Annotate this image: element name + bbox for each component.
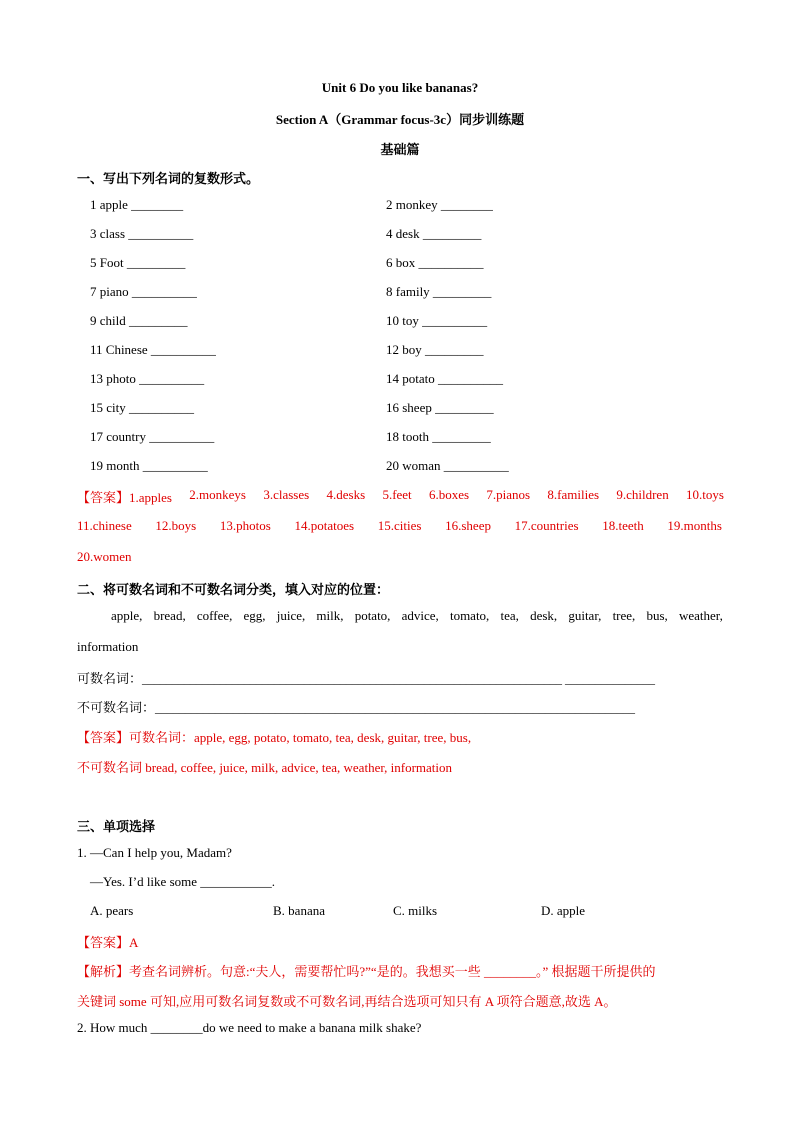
word-bank-word: juice, <box>276 608 306 623</box>
plural-answer: 17.countries <box>514 518 579 533</box>
q1-option-d[interactable]: D. apple <box>541 903 586 918</box>
word-bank-word: milk, <box>316 608 344 623</box>
word-bank-word: apple, <box>111 608 143 623</box>
plural-exercise-item[interactable]: 1 apple ________ <box>90 197 184 212</box>
plural-exercise-item[interactable]: 20 woman __________ <box>386 458 509 473</box>
plural-answer: 15.cities <box>377 518 422 533</box>
word-bank-word: egg, <box>243 608 266 623</box>
plural-answer: 16.sheep <box>445 518 491 533</box>
plural-answer: 1.apples <box>129 490 172 505</box>
plural-exercise-item[interactable]: 12 boy _________ <box>386 342 484 357</box>
plural-answer: 2.monkeys <box>189 487 246 502</box>
part1-answer-line2 <box>77 518 722 534</box>
part1-answer-line3: 20.women <box>77 549 132 564</box>
plural-exercise-item[interactable]: 7 piano __________ <box>90 284 197 299</box>
plural-answer: 8.families <box>547 487 600 502</box>
plural-exercise-item[interactable]: 14 potato __________ <box>386 371 503 386</box>
plural-answer: 10.toys <box>686 487 724 502</box>
plural-answer: 14.potatoes <box>294 518 355 533</box>
word-bank-word: desk, <box>530 608 558 623</box>
part1-answer-line1 <box>77 487 724 506</box>
plural-answer: 4.desks <box>326 487 366 502</box>
document-level: 基础篇 <box>380 142 420 157</box>
q1-answer: 【答案】A <box>77 935 139 950</box>
word-bank-word: tea, <box>500 608 519 623</box>
plural-answer: 11.chinese <box>77 518 132 533</box>
uncountable-row <box>77 697 635 716</box>
plural-exercise-item[interactable]: 4 desk _________ <box>386 226 482 241</box>
plural-exercise-item[interactable]: 8 family _________ <box>386 284 492 299</box>
plural-answer: 5.feet <box>382 487 412 502</box>
q1-option-c[interactable]: C. milks <box>393 903 438 918</box>
word-bank-word: potato, <box>354 608 391 623</box>
q2-stem: 2. How much ________do we need to make a banana milk shake? <box>77 1020 422 1035</box>
part2-answer-line2: 不可数名词 bread, coffee, juice, milk, advice, tea, weather, information <box>77 760 453 775</box>
document-title: Unit 6 Do you like bananas? <box>321 80 479 95</box>
word-bank-word: guitar, <box>568 608 602 623</box>
plural-exercise-item[interactable]: 18 tooth _________ <box>386 429 491 444</box>
word-bank-word: advice, <box>401 608 439 623</box>
plural-answer: 3.classes <box>263 487 310 502</box>
word-bank-line2: information <box>77 639 139 654</box>
document-subtitle: Section A（Grammar focus-3c）同步训练题 <box>275 112 525 127</box>
q1-analysis-line2: 关键词 some 可知,应用可数名词复数或不可数名词,再结合选项可知只有 A 项符合题意,故选 A。 <box>77 994 617 1009</box>
plural-answer: 7.pianos <box>486 487 531 502</box>
part2-heading: 二、将可数名词和不可数名词分类，填入对应的位置： <box>77 582 390 597</box>
plural-exercise-item[interactable]: 3 class __________ <box>90 226 194 241</box>
plural-answer: 9.children <box>616 487 669 502</box>
plural-answer: 19.months <box>667 518 722 533</box>
countable-blank[interactable]: ______________________________________________________________________ _______________ <box>142 672 656 686</box>
answer-tag: 【答案】 <box>77 490 130 505</box>
countable-label: 可数名词： <box>77 671 143 686</box>
plural-exercise-item[interactable]: 5 Foot _________ <box>90 255 186 270</box>
plural-exercise-item[interactable]: 13 photo __________ <box>90 371 205 386</box>
plural-answer: 12.boys <box>155 518 197 533</box>
word-bank-word: coffee, <box>196 608 233 623</box>
plural-exercise-item[interactable]: 17 country __________ <box>90 429 215 444</box>
plural-exercise-item[interactable]: 15 city __________ <box>90 400 194 415</box>
q1-line2: —Yes. I’d like some ___________. <box>90 874 276 889</box>
q1-option-b[interactable]: B. banana <box>273 903 325 918</box>
q1-option-a[interactable]: A. pears <box>90 903 134 918</box>
countable-row <box>77 668 655 687</box>
plural-exercise-item[interactable]: 9 child _________ <box>90 313 188 328</box>
word-bank-word: bus, <box>646 608 668 623</box>
plural-exercise-item[interactable]: 10 toy __________ <box>386 313 488 328</box>
part1-heading: 一、写出下列名词的复数形式。 <box>77 171 260 186</box>
word-bank-word: tomato, <box>449 608 490 623</box>
q1-stem: 1. —Can I help you, Madam? <box>77 845 232 860</box>
uncountable-blank[interactable]: ________________________________________________________________________________ <box>155 701 636 715</box>
word-bank-word: weather, <box>678 608 723 623</box>
part2-answer-line1: 【答案】可数名词：apple, egg, potato, tomato, tea, desk, guitar, tree, bus, <box>77 730 472 745</box>
plural-exercise-item[interactable]: 2 monkey ________ <box>386 197 493 212</box>
part3-heading: 三、单项选择 <box>77 819 156 834</box>
plural-answer: 13.photos <box>219 518 271 533</box>
uncountable-label: 不可数名词： <box>77 700 156 715</box>
plural-exercise-item[interactable]: 19 month __________ <box>90 458 208 473</box>
plural-exercise-item[interactable]: 16 sheep _________ <box>386 400 494 415</box>
q1-analysis-line1: 【解析】考查名词辨析。句意:“夫人，需要帮忙吗?”“是的。我想买一些 ________。” 根据题干所提供的 <box>77 964 656 979</box>
plural-answer: 6.boxes <box>428 487 470 502</box>
plural-exercise-item[interactable]: 11 Chinese __________ <box>90 342 216 357</box>
word-bank-word: tree, <box>612 608 636 623</box>
word-bank-word: bread, <box>153 608 186 623</box>
plural-exercise-item[interactable]: 6 box __________ <box>386 255 484 270</box>
word-bank-line1 <box>111 608 723 624</box>
plural-answer: 18.teeth <box>602 518 644 533</box>
